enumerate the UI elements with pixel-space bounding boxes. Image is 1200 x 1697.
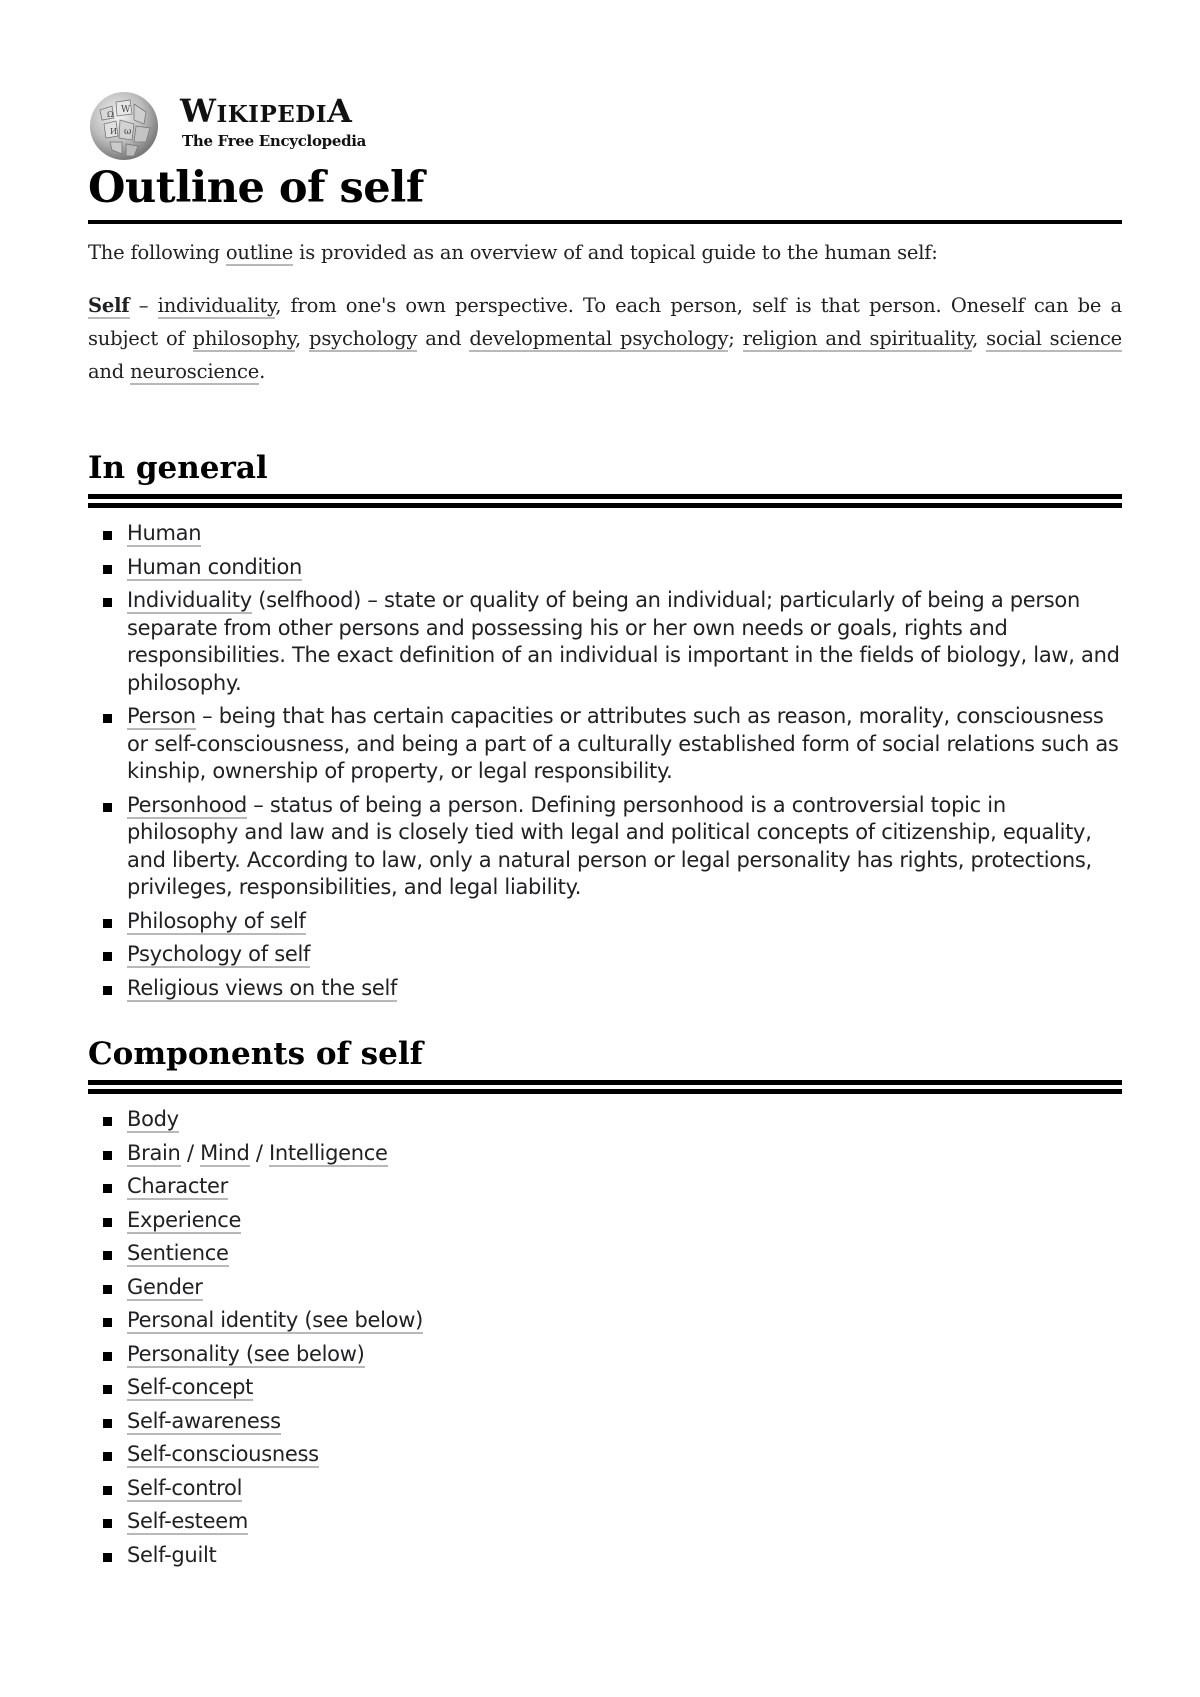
link-sentience[interactable]: Sentience <box>127 1241 229 1265</box>
list-item <box>127 941 1122 969</box>
article-page <box>88 90 1122 1575</box>
wikipedia-logo[interactable] <box>88 90 1122 160</box>
link-body[interactable]: Body <box>127 1107 179 1131</box>
list-item <box>127 908 1122 936</box>
in-general-list <box>88 520 1122 1002</box>
svg-text:И: И <box>110 127 117 136</box>
list-item <box>127 1106 1122 1134</box>
link-experience[interactable]: Experience <box>127 1207 242 1232</box>
link-personality[interactable]: Personality (see below) <box>127 1341 365 1366</box>
list-item <box>127 1240 1122 1268</box>
self-guilt-text: Self-guilt <box>127 1542 217 1567</box>
components-list <box>88 1106 1122 1569</box>
list-item: Personhood – status of being a person. Defining personhood is a controversial topic in philosophy and law and is closely tied with legal and political concepts of citizenship, equality, and liberty. According to law, only a natural person or legal personality has rights, protections, privileges, responsibilities, and legal liability. <box>127 792 1122 902</box>
link-individuality-item[interactable]: Individuality <box>127 588 252 612</box>
link-developmental-psychology[interactable]: developmental psychology <box>469 327 729 350</box>
list-item <box>127 520 1122 548</box>
link-self-control[interactable]: Self-control <box>127 1475 243 1500</box>
link-psychology[interactable]: psychology <box>309 327 418 350</box>
list-item <box>127 1207 1122 1235</box>
link-character[interactable]: Character <box>127 1174 228 1198</box>
list-item <box>127 1508 1122 1536</box>
link-human[interactable]: Human <box>127 521 202 545</box>
link-self-consciousness[interactable]: Self-consciousness <box>127 1442 319 1466</box>
link-neuroscience[interactable]: neuroscience <box>130 360 260 383</box>
list-item <box>127 1374 1122 1402</box>
link-self-awareness[interactable]: Self-awareness <box>127 1408 281 1433</box>
link-self-concept[interactable]: Self-concept <box>127 1375 254 1399</box>
intro-sentence: The following outline is provided as an overview of and topical guide to the human self: <box>88 241 938 264</box>
link-individuality[interactable]: individuality <box>157 294 276 317</box>
lead-paragraph: Self – individuality, from one's own perspective. To each person, self is that person. Oneself can be a subject of philosophy, psychology and developmental psychology; religion and spirituality, social science and neuroscience. <box>88 294 1123 383</box>
link-self-esteem[interactable]: Self-esteem <box>127 1509 248 1533</box>
link-philosophy[interactable]: philosophy <box>192 327 296 350</box>
link-philosophy-of-self[interactable]: Philosophy of self <box>127 908 306 933</box>
list-item <box>127 1307 1122 1335</box>
list-item <box>127 1441 1122 1469</box>
link-intelligence[interactable]: Intelligence <box>269 1140 388 1165</box>
list-item <box>127 975 1122 1003</box>
link-brain[interactable]: Brain <box>127 1140 181 1165</box>
list-item: Individuality (selfhood) – state or quality of being an individual; particularly of being a person separate from other persons and possessing his or her own needs or goals, rights and responsibilities. The exact definition of an individual is important in the fields of biology, law, and philosophy. <box>127 587 1122 697</box>
list-item <box>127 1173 1122 1201</box>
link-self[interactable]: Self <box>88 294 130 317</box>
section-heading-components-of-self: Components of self <box>88 1034 1122 1094</box>
list-item <box>127 1542 1122 1570</box>
list-item: Person – being that has certain capacities or attributes such as reason, morality, consciousness or self-consciousness, and being a part of a culturally established form of social relations such as kinship, ownership of property, or legal responsibility. <box>127 703 1122 786</box>
link-psychology-of-self[interactable]: Psychology of self <box>127 942 311 966</box>
link-outline[interactable]: outline <box>225 241 294 264</box>
svg-text:W: W <box>121 105 131 115</box>
svg-text:ω: ω <box>124 127 132 137</box>
link-personal-identity[interactable]: Personal identity (see below) <box>127 1308 423 1332</box>
list-item <box>127 1274 1122 1302</box>
wikipedia-globe-icon <box>88 90 160 162</box>
list-item <box>127 1408 1122 1436</box>
svg-text:Ω: Ω <box>107 110 114 119</box>
link-religious-views-on-the-self[interactable]: Religious views on the self <box>127 975 398 1000</box>
wikipedia-wordmark <box>180 94 366 150</box>
list-item <box>127 1341 1122 1369</box>
link-personhood[interactable]: Personhood <box>127 792 247 817</box>
link-social-science[interactable]: social science <box>986 327 1123 350</box>
wordmark-title: WIKIPEDIA <box>180 92 353 130</box>
wordmark-tagline: The Free Encyclopedia <box>182 132 367 150</box>
list-item <box>127 554 1122 582</box>
page-title: Outline of self <box>88 160 1122 224</box>
section-heading-in-general: In general <box>88 448 1122 508</box>
link-mind[interactable]: Mind <box>200 1140 250 1165</box>
link-gender[interactable]: Gender <box>127 1274 203 1299</box>
link-human-condition[interactable]: Human condition <box>127 554 303 579</box>
link-religion-and-spirituality[interactable]: religion and spirituality <box>742 327 973 350</box>
list-item: Brain / Mind / Intelligence <box>127 1140 1122 1168</box>
link-person[interactable]: Person <box>127 704 196 728</box>
list-item <box>127 1475 1122 1503</box>
